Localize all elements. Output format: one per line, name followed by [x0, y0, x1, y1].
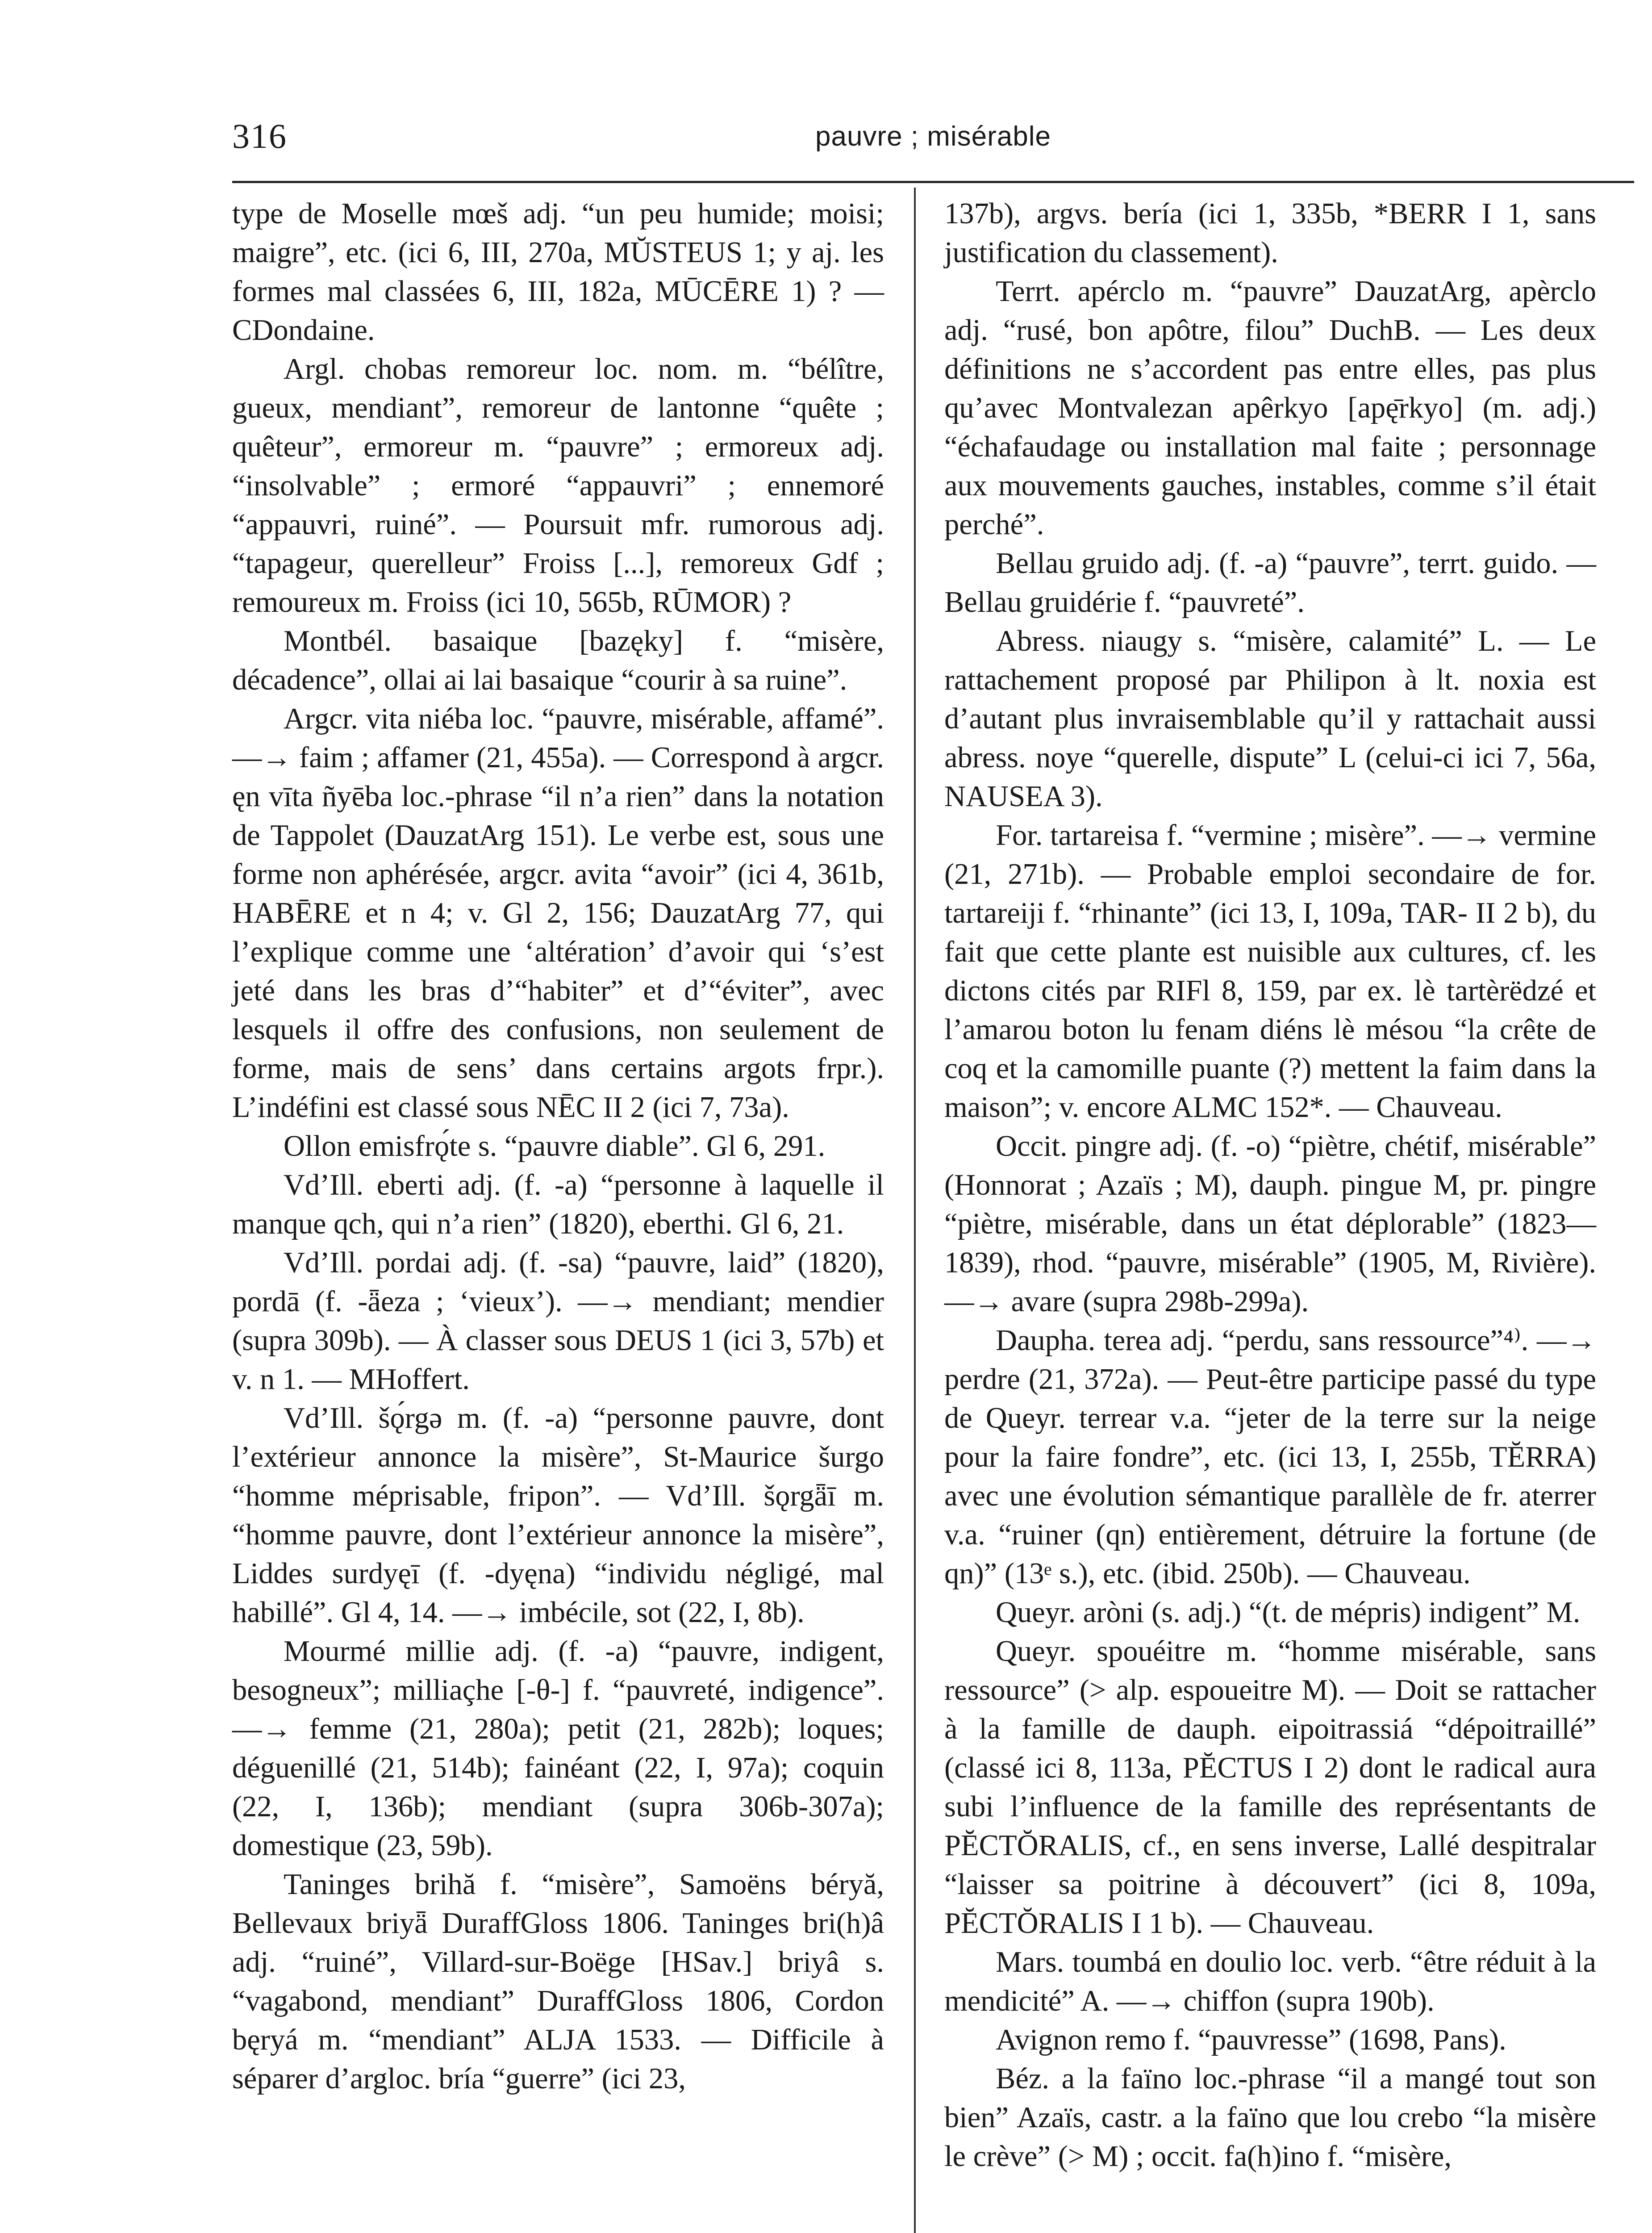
header-rule: [232, 181, 1634, 183]
left-column: [232, 194, 884, 2098]
entry-paragraph: type de Moselle mœš adj. “un peu humide; moisi; maigre”, etc. (ici 6, III, 270a, MŬSTEUS 1; y aj. les formes mal classées 6, III, 182a, MŪCĒRE 1) ? — CDondaine.: [232, 197, 884, 347]
entry-paragraph: Avignon remo f. “pauvresse” (1698, Pans).: [996, 2024, 1506, 2056]
entry-paragraph: Mourmé millie adj. (f. -a) “pauvre, indigent, besogneux”; milliaçhe [-θ-] f. “pauvreté, indigence”. —→ femme (21, 280a); petit (21, 282b); loques; déguenillé (21, 514b); fainéant (22, I, 97a); coquin (22, I, 136b); mendiant (supra 306b-307a); domestique (23, 59b).: [232, 1635, 884, 1862]
entry-paragraph: Queyr. spouéitre m. “homme misérable, sans ressource” (> alp. espoueitre M). — Doit se rattacher à la famille de dauph. eipoitrassiá “dépoitraillé” (classé ici 8, 113a, PĔCTUS I 2) dont le radical aura subi l’influence de la famille des représentants de PĔCTŎRALIS, cf., en sens inverse, Lallé despitralar “laisser sa poitrine à découvert” (ici 8, 109a, PĔCTŎRALIS I 1 b). — Chauveau.: [944, 1635, 1596, 1940]
entry-paragraph: Vd’Ill. eberti adj. (f. -a) “personne à laquelle il manque qch, qui n’a rien” (1820), eberthi. Gl 6, 21.: [232, 1169, 884, 1240]
entry-paragraph: Taninges brihă f. “misère”, Samoëns béryă, Bellevaux briyǟ DuraffGloss 1806. Taninges bri(h)â adj. “ruiné”, Villard-sur-Boëge [HSav.] briyâ s. “vagabond, mendiant” DuraffGloss 1806, Cordon bęryá m. “mendiant” ALJA 1533. — Difficile à séparer d’argloc. bría “guerre” (ici 23,: [232, 1868, 884, 2095]
entry-paragraph: Abress. niaugy s. “misère, calamité” L. — Le rattachement proposé par Philipon à lt. noxia est d’autant plus invraisemblable qu’il y rattachait aussi abress. noye “querelle, dispute” L (celui-ci ici 7, 56a, NAUSEA 3).: [944, 625, 1596, 813]
entry-paragraph: Argcr. vita niéba loc. “pauvre, misérable, affamé”. —→ faim ; affamer (21, 455a). — Correspond à argcr. ęn vīta ñyēba loc.-phrase “il n’a rien” dans la notation de Tappolet (DauzatArg 151). Le verbe est, sous une forme non aphérésée, argcr. avita “avoir” (ici 4, 361b, HABĒRE et n 4; v. Gl 2, 156; DauzatArg 77, qui l’explique comme une ‘altération’ d’avoir qui ‘s’est jeté dans les bras d’“habiter” et d’“éviter”, avec lesquels il offre des confusions, non seulement de forme, mais de sens’ dans certains argots frpr.). L’indéfini est classé sous NĒC II 2 (ici 7, 73a).: [232, 703, 884, 1124]
entry-paragraph: Vd’Ill. pordai adj. (f. -sa) “pauvre, laid” (1820), pordā (f. -ǟeza ; ‘vieux’). —→ mendiant; mendier (supra 309b). — À classer sous DEUS 1 (ici 3, 57b) et v. n 1. — MHoffert.: [232, 1246, 884, 1396]
entry-paragraph: Ollon emisfrǫ́te s. “pauvre diable”. Gl 6, 291.: [284, 1130, 826, 1162]
page-header: [232, 112, 1634, 170]
entry-paragraph: Argl. chobas remoreur loc. nom. m. “bélître, gueux, mendiant”, remoreur de lantonne “quête ; quêteur”, ermoreur m. “pauvre” ; ermoreux adj. “insolvable” ; ermoré “appauvri” ; ennemoré “appauvri, ruiné”. — Poursuit mfr. rumorous adj. “tapageur, querelleur” Froiss [...], remoreux Gdf ; remoureux m. Froiss (ici 10, 565b, RŪMOR) ?: [232, 353, 884, 619]
entry-paragraph: Bellau gruido adj. (f. -a) “pauvre”, terrt. guido. — Bellau gruidérie f. “pauvreté”.: [944, 547, 1596, 619]
entry-paragraph: Montbél. basaique [bazęky] f. “misère, décadence”, ollai ai lai basaique “courir à sa ruine”.: [232, 625, 884, 696]
entry-paragraph: Vd’Ill. šǫ́rgə m. (f. -a) “personne pauvre, dont l’extérieur annonce la misère”, St-Maurice šurgo “homme méprisable, fripon”. — Vd’Ill. šǫrgǟī m. “homme pauvre, dont l’extérieur annonce la misère”, Liddes surdyęī (f. -dyęna) “individu négligé, mal habillé”. Gl 4, 14. —→ imbécile, sot (22, I, 8b).: [232, 1402, 884, 1629]
entry-paragraph: Occit. pingre adj. (f. -o) “piètre, chétif, misérable” (Honnorat ; Azaïs ; M), dauph. pingue M, pr. pingre “piètre, misérable, dans un état déplorable” (1823—1839), rhod. “pauvre, misérable” (1905, M, Rivière). —→ avare (supra 298b-299a).: [944, 1130, 1596, 1318]
entry-paragraph: Mars. toumbá en doulio loc. verb. “être réduit à la mendicité” A. —→ chiffon (supra 190b).: [944, 1946, 1596, 2017]
running-title: pauvre ; misérable: [815, 121, 1051, 152]
entry-paragraph: Béz. a la faïno loc.-phrase “il a mangé tout son bien” Azaïs, castr. a la faïno que lou crebo “la misère le crève” (> M) ; occit. fa(h)ino f. “misère,: [944, 2062, 1596, 2173]
entry-paragraph: 137b), argvs. bería (ici 1, 335b, *BERR I 1, sans justification du classement).: [944, 197, 1596, 269]
entry-paragraph: Daupha. terea adj. “perdu, sans ressource”⁴⁾. —→ perdre (21, 372a). — Peut-être participe passé du type de Queyr. terrear v.a. “jeter de la terre sur la neige pour la faire fondre”, etc. (ici 13, I, 255b, TĔRRA) avec une évolution sémantique parallèle de fr. aterrer v.a. “ruiner (qn) entièrement, détruire la fortune (de qn)” (13ᵉ s.), etc. (ibid. 250b). — Chauveau.: [944, 1324, 1596, 1590]
entry-paragraph: Queyr. aròni (s. adj.) “(t. de mépris) indigent” M.: [996, 1596, 1581, 1629]
entry-paragraph: For. tartareisa f. “vermine ; misère”. —→ vermine (21, 271b). — Probable emploi secondaire de for. tartareiji f. “rhinante” (ici 13, I, 109a, TAR- II 2 b), du fait que cette plante est nuisible aux cultures, cf. les dictons cités par RIFl 8, 159, par ex. lè tartèrëdzé et l’amarou boton lu fenam diéns lè mésou “la crête de coq et la camomille puante (?) mettent la faim dans la maison”; v. encore ALMC 152*. — Chauveau.: [944, 819, 1596, 1124]
column-divider: [914, 188, 916, 2233]
entry-paragraph: Terrt. apérclo m. “pauvre” DauzatArg, apèrclo adj. “rusé, bon apôtre, filou” DuchB. — Les deux définitions ne s’accordent pas entre elles, pas plus qu’avec Montvalezan apêrkyo [apę̄rkyo] (m. adj.) “échafaudage ou installation mal faite ; personnage aux mouvements gauches, instables, comme s’il était perché”.: [944, 275, 1596, 541]
page-number: 316: [232, 117, 287, 155]
right-column: [944, 194, 1596, 2176]
